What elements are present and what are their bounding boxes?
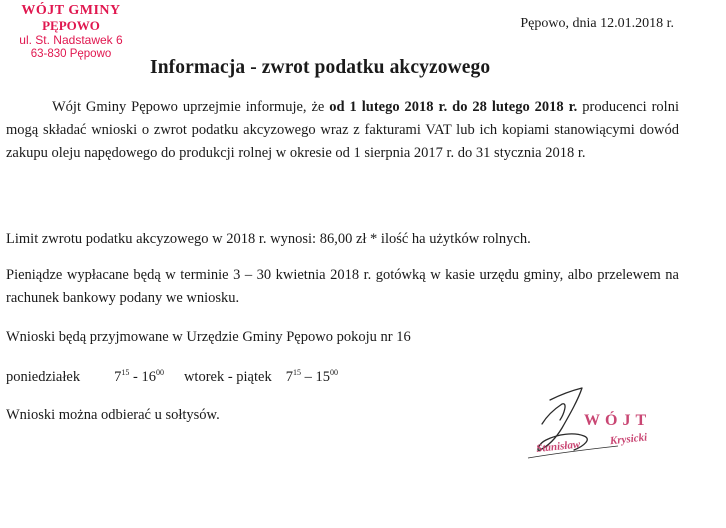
signatory-first-name: Stanisław: [535, 438, 581, 455]
signature-title: WÓJT: [584, 412, 652, 429]
intro-date-range: od 1 lutego 2018 r. do 28 lutego 2018 r.: [329, 99, 578, 115]
signatory-last-name: Krysicki: [609, 431, 648, 448]
monday-separator: -: [129, 369, 142, 385]
hours-monday-close: [141, 369, 164, 385]
paragraph-limit: Limit zwrotu podatku akcyzowego w 2018 r. wynosi: 86,00 zł * ilość ha użytków rolnych.: [6, 231, 531, 247]
monday-close-hour: 16: [141, 369, 156, 385]
monday-open-minute: 15: [121, 368, 130, 377]
hours-monday-open: [114, 369, 129, 385]
paragraph-pickup: Wnioski można odbierać u sołtysów.: [6, 407, 220, 423]
paragraph-office: Wnioski będą przyjmowane w Urzędzie Gminy Pępowo pokoju nr 16: [6, 329, 411, 345]
tuefri-separator: –: [300, 369, 316, 385]
hours-day-monday: poniedziałek: [6, 369, 81, 385]
stamp-postcode: 63-830 Pępowo: [30, 48, 112, 60]
intro-rest: producenci rolni mogą składać wnioski o zwrot podatku akcyzowego wraz z fakturami VAT lub ich kopiami stanowiącymi dowód zakupu oleju napędowego do produkcji rolnej w okresie od 1 sierpnia 2017 r. do 31 stycznia 2018 r.: [6, 99, 679, 161]
office-hours: [6, 366, 338, 389]
hours-tuefri-close: [315, 369, 338, 385]
monday-open-hour: 7: [114, 369, 122, 385]
stamp-address: ul. St. Nadstawek 6: [19, 33, 123, 47]
stamp-line-2: PĘPOWO: [42, 18, 100, 33]
official-stamp: [0, 4, 142, 61]
place-date: Pępowo, dnia 12.01.2018 r.: [520, 16, 674, 31]
tuefri-close-hour: 15: [315, 369, 330, 385]
stamp-line-1: WÓJT GMINY: [21, 3, 121, 18]
hours-day-tue-fri: wtorek - piątek: [183, 369, 272, 385]
paragraph-intro: [6, 96, 679, 165]
document-title: Informacja - zwrot podatku akcyzowego: [150, 57, 491, 78]
tuefri-close-minute: 00: [329, 368, 338, 377]
tuefri-open-minute: 15: [292, 368, 301, 377]
tuefri-open-hour: 7: [285, 369, 293, 385]
hours-tuefri-open: [286, 369, 301, 385]
intro-lead: Wójt Gminy Pępowo uprzejmie informuje, że: [52, 99, 330, 115]
monday-close-minute: 00: [155, 368, 164, 377]
paragraph-payment: Pieniądze wypłacane będą w terminie 3 – 30 kwietnia 2018 r. gotówką w kasie urzędu gminy, albo przelewem na rachunek bankowy podany we wniosku.: [6, 267, 679, 306]
